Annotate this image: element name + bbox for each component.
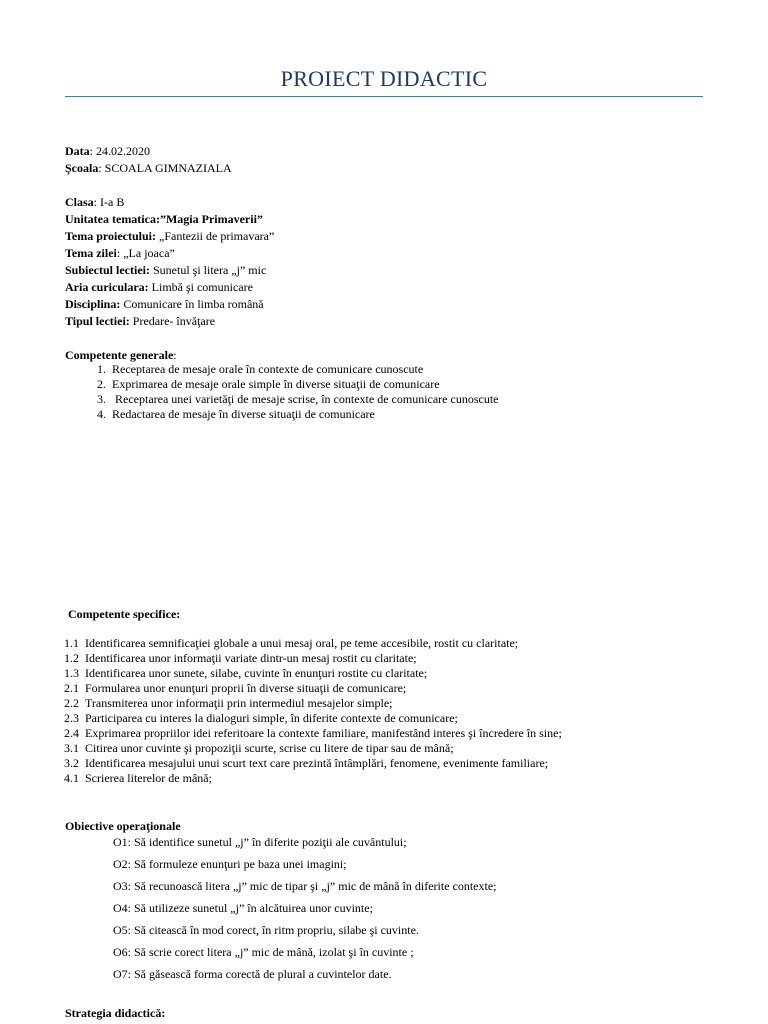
- list-item: O2: Să formuleze enunţuri pe baza unei imagini;: [113, 857, 347, 871]
- title-underline: [65, 96, 703, 97]
- strategia-heading: Strategia didactică:: [65, 1006, 166, 1020]
- info-scoala: Şcoala: SCOALA GIMNAZIALA: [65, 161, 232, 175]
- list-item: 4.1 Scrierea literelor de mână;: [64, 771, 212, 785]
- info-subiectul: Subiectul lectiei: Sunetul şi litera „j” mic: [65, 263, 267, 277]
- list-item: 3.2 Identificarea mesajului unui scurt text care prezintă întâmplări, fenomene, evenimente familiare;: [64, 756, 549, 770]
- document-title: PROIECT DIDACTIC: [280, 66, 488, 91]
- list-item: 1.2 Identificarea unor informaţii variate dintr-un mesaj rostit cu claritate;: [64, 651, 417, 665]
- obiective-heading: Obiective operaţionale: [65, 819, 181, 833]
- list-item: 1.3 Identificarea unor sunete, silabe, cuvinte în enunţuri rostite cu claritate;: [64, 666, 428, 680]
- list-item: 2.2 Transmiterea unor informaţii prin intermediul mesajelor simple;: [64, 696, 393, 710]
- list-item: 2.4 Exprimarea propriilor idei referitoare la contexte familiare, manifestând interes şi încredere în sine;: [64, 726, 562, 740]
- info-aria: Aria curiculara: Limbă şi comunicare: [65, 280, 253, 294]
- list-item: 2.3 Participarea cu interes la dialoguri simple, în diferite contexte de comunicare;: [64, 711, 458, 725]
- list-item: O1: Să identifice sunetul „j” în diferite poziţii ale cuvântului;: [113, 835, 407, 849]
- list-item: O3: Să recunoască litera „j” mic de tipar şi „j” mic de mână în diferite contexte;: [113, 879, 497, 893]
- list-item: 4. Redactarea de mesaje în diverse situaţii de comunicare: [97, 407, 375, 421]
- info-tema-proiectului: Tema proiectului: „Fantezii de primavara”: [65, 229, 275, 243]
- list-item: O7: Să găsească forma corectă de plural a cuvintelor date.: [113, 967, 392, 981]
- competente-specifice-heading: Competente specifice:: [68, 607, 181, 621]
- info-tipul: Tipul lectiei: Predare- învăţare: [65, 314, 216, 328]
- competente-generale-heading: Competente generale:: [65, 348, 177, 362]
- list-item: 3.1 Citirea unor cuvinte şi propoziţii scurte, scrise cu litere de tipar sau de mână;: [64, 741, 454, 755]
- info-tema-zilei: Tema zilei: „La joaca”: [65, 246, 175, 260]
- list-item: 2.1 Formularea unor enunţuri proprii în diverse situaţii de comunicare;: [64, 681, 407, 695]
- info-disciplina: Disciplina: Comunicare în limba română: [65, 297, 264, 311]
- list-item: 3. Receptarea unei varietăţi de mesaje scrise, în contexte de comunicare cunoscute: [97, 392, 499, 406]
- info-unitatea: Unitatea tematica:”Magia Primaverii”: [65, 212, 263, 226]
- list-item: 1.1 Identificarea semnificaţiei globale a unui mesaj oral, pe teme accesibile, rostit cu claritate;: [64, 636, 519, 650]
- list-item: O6: Să scrie corect litera „j” mic de mână, izolat şi în cuvinte ;: [113, 945, 414, 959]
- list-item: 1. Receptarea de mesaje orale în contexte de comunicare cunoscute: [97, 362, 424, 376]
- info-data: Data: 24.02.2020: [65, 144, 151, 158]
- list-item: O4: Să utilizeze sunetul „j” în alcătuirea unor cuvinte;: [113, 901, 373, 915]
- list-item: 2. Exprimarea de mesaje orale simple în diverse situaţii de comunicare: [97, 377, 440, 391]
- list-item: O5: Să citească în mod corect, în ritm propriu, silabe şi cuvinte.: [113, 923, 419, 937]
- info-clasa: Clasa: I-a B: [65, 195, 125, 209]
